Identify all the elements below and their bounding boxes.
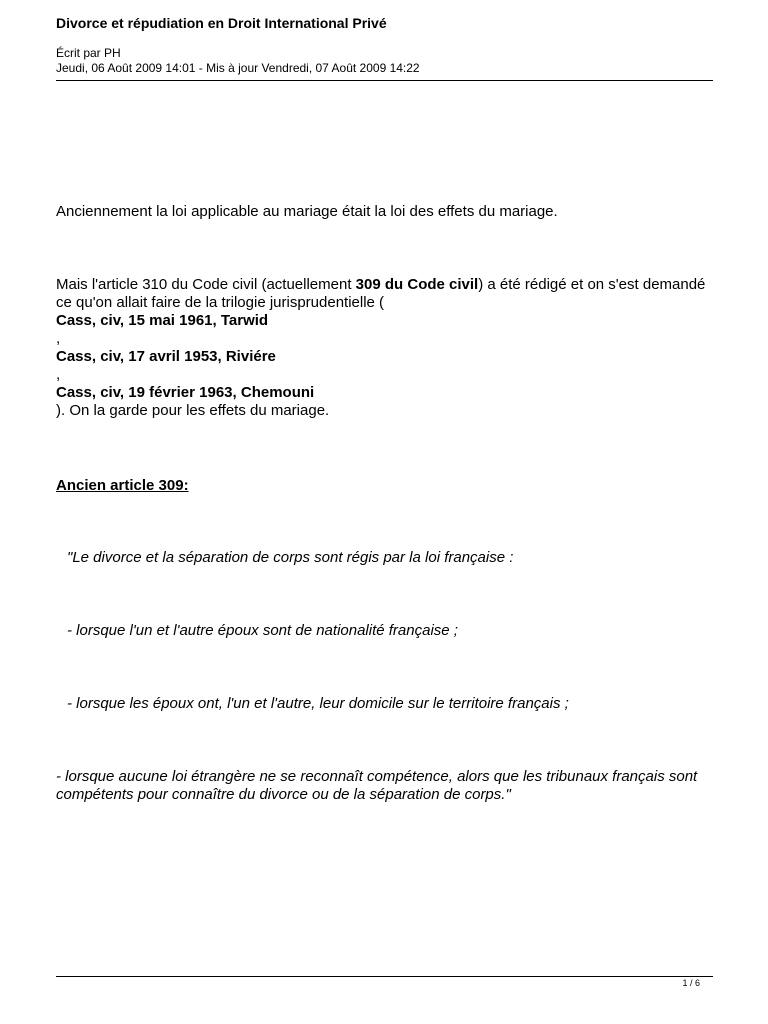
case-citation-2: Cass, civ, 17 avril 1953, Riviére bbox=[56, 348, 276, 365]
case-separator-1: , bbox=[56, 330, 61, 347]
page-number: 1 / 6 bbox=[682, 978, 700, 988]
paragraph-article bbox=[56, 276, 706, 420]
author-line: Écrit par PH bbox=[56, 46, 121, 60]
header-divider bbox=[56, 80, 713, 81]
case-citation-1: Cass, civ, 15 mai 1961, Tarwid bbox=[56, 312, 269, 329]
code-civil-reference: 309 du Code civil bbox=[355, 276, 479, 293]
quote-line-1: "Le divorce et la séparation de corps sont régis par la loi française : bbox=[67, 549, 514, 566]
quote-line-3: - lorsque les époux ont, l'un et l'autre, leur domicile sur le territoire français ; bbox=[67, 695, 569, 712]
paragraph-article-closing: ). On la garde pour les effets du mariage. bbox=[56, 402, 330, 419]
case-citation-3: Cass, civ, 19 février 1963, Chemouni bbox=[56, 384, 315, 401]
section-heading: Ancien article 309: bbox=[56, 477, 189, 494]
document-title: Divorce et répudiation en Droit International Privé bbox=[56, 15, 387, 31]
paragraph-article-text-b: ) a été rédigé et on s'est demandé ce qu'on allait faire de la trilogie jurisprudentielle ( bbox=[56, 276, 706, 311]
case-separator-2: , bbox=[56, 366, 61, 383]
date-line: Jeudi, 06 Août 2009 14:01 - Mis à jour Vendredi, 07 Août 2009 14:22 bbox=[56, 61, 420, 75]
quote-line-2: - lorsque l'un et l'autre époux sont de nationalité française ; bbox=[67, 622, 458, 639]
paragraph-article-text-a: Mais l'article 310 du Code civil (actuellement bbox=[56, 276, 356, 293]
quote-line-4: - lorsque aucune loi étrangère ne se reconnaît compétence, alors que les tribunaux français sont compétents pour connaître du divorce ou de la séparation de corps." bbox=[56, 768, 698, 803]
footer-divider bbox=[56, 976, 713, 977]
paragraph-intro: Anciennement la loi applicable au mariage était la loi des effets du mariage. bbox=[56, 203, 558, 220]
document-meta bbox=[56, 46, 420, 76]
